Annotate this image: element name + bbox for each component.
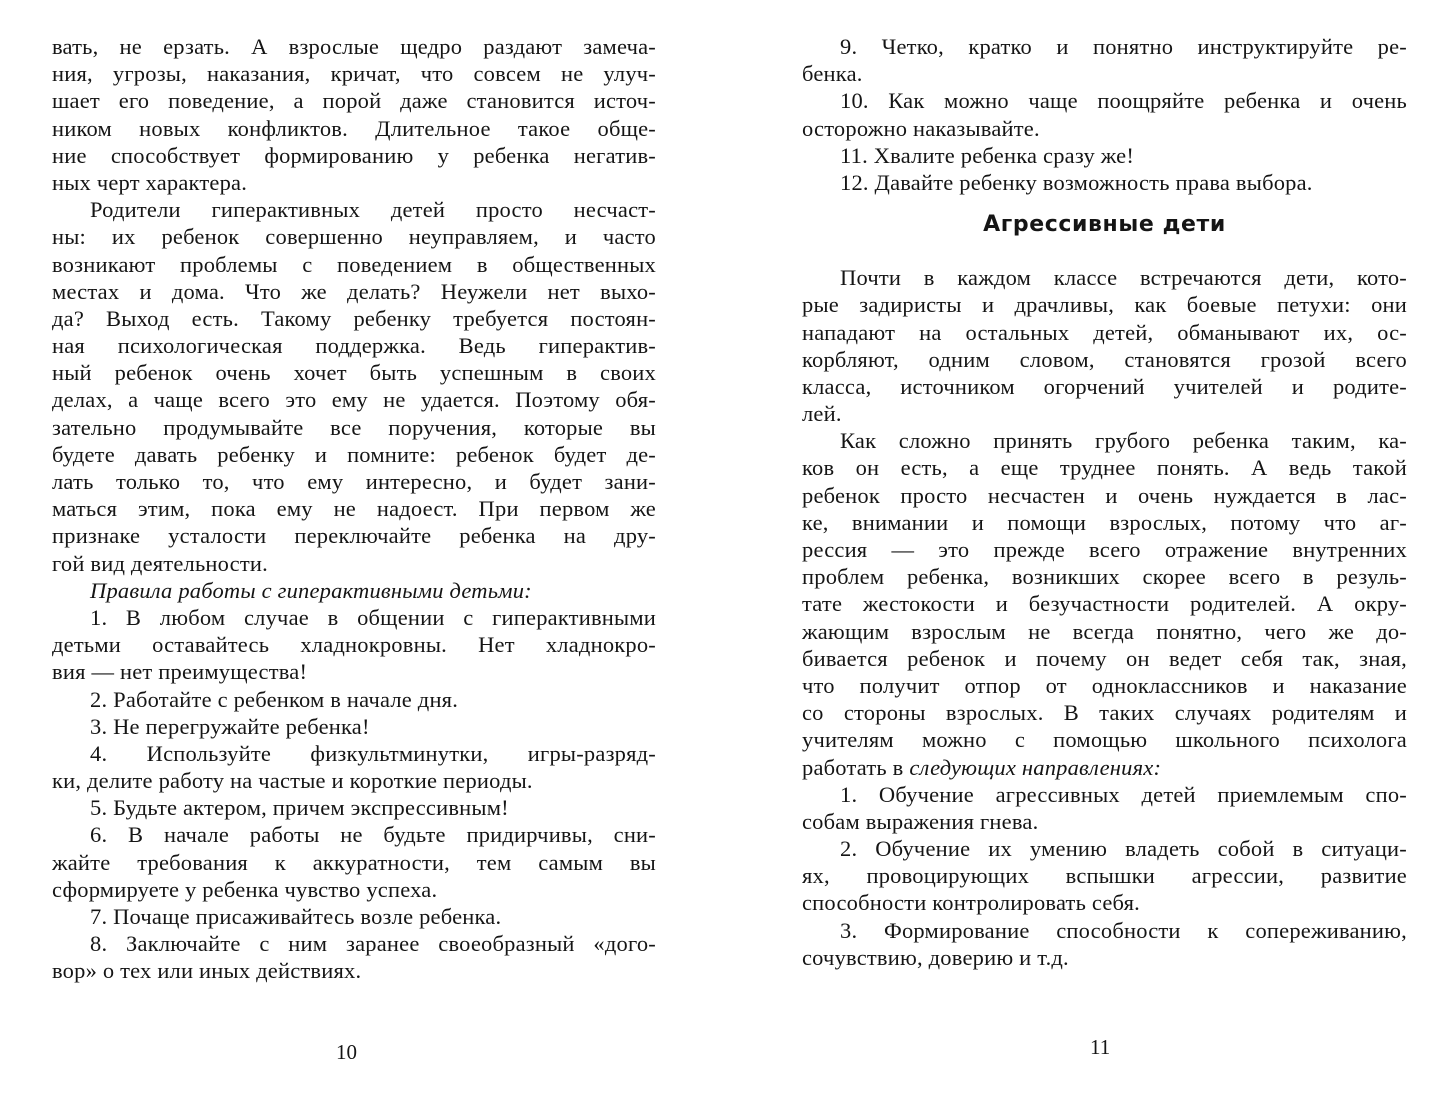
text-line: местах и дома. Что же делать? Неужели нет выхо- xyxy=(52,278,656,304)
text-line: гой вид деятельности. xyxy=(52,550,268,576)
direction-item: 2. Обучение их умению владеть собой в ситуаци- xyxy=(840,836,1407,862)
rule-item: 11. Хвалите ребенка сразу же! xyxy=(840,142,1135,168)
text-line: ная психологическая поддержка. Ведь гиперактив- xyxy=(52,333,656,359)
text-line: Родители гиперактивных детей просто несчаст- xyxy=(90,197,656,223)
page-number: 11 xyxy=(1090,1035,1111,1059)
text-line: ных черт характера. xyxy=(52,169,248,195)
text-line: вор» о тех или иных действиях. xyxy=(52,958,362,984)
text-line: зательно продумывайте все поручения, которые вы xyxy=(52,414,656,440)
text-line: сформируете у ребенка чувство успеха. xyxy=(52,876,438,902)
rule-item: 6. В начале работы не будьте придирчивы, сни- xyxy=(90,822,656,848)
text-line: ребенок просто несчастен и очень нуждается в лас- xyxy=(802,482,1407,508)
text-line: возникают проблемы с поведением в общественных xyxy=(52,251,656,277)
right-text-column xyxy=(802,33,1407,971)
text-line: способности контролировать себя. xyxy=(802,890,1140,916)
text-line: делах, а чаще всего это ему не удается. Поэтому обя- xyxy=(52,387,656,413)
text-line: корбляют, одним словом, становятся грозой всего xyxy=(802,346,1407,372)
text-line: признаке усталости переключайте ребенка на дру- xyxy=(52,523,656,549)
rule-item: 12. Давайте ребенку возможность права выбора. xyxy=(840,169,1313,195)
text-line: ки, делите работу на частые и короткие периоды. xyxy=(52,768,533,794)
text-line: рессия — это прежде всего отражение внутренних xyxy=(802,537,1407,562)
text-line: ях, провоцирующих вспышки агрессии, развитие xyxy=(802,863,1407,889)
text-line: ником новых конфликтов. Длительное такое обще- xyxy=(52,115,656,141)
text-line: класса, источником огорчений учителей и родите- xyxy=(802,373,1407,399)
text-line: рые задиристы и драчливы, как боевые петухи: они xyxy=(802,292,1407,318)
text-line: со стороны взрослых. В таких случаях родителям и xyxy=(802,700,1407,726)
text-fragment: работать в xyxy=(802,754,904,780)
text-line: лей. xyxy=(802,401,842,427)
text-line xyxy=(802,754,1407,781)
text-line: бенка. xyxy=(802,61,863,87)
rule-item: 3. Не перегружайте ребенка! xyxy=(90,713,370,739)
text-line: детьми оставайтесь хладнокровны. Нет хладнокро- xyxy=(52,632,656,658)
direction-item: 1. Обучение агрессивных детей приемлемым спо- xyxy=(840,781,1407,807)
text-line: проблем ребенка, возникших скорее всего в резуль- xyxy=(802,564,1407,590)
text-line: ны: их ребенок совершенно неуправляем, и часто xyxy=(52,224,656,250)
italic-fragment: следующих направлениях: xyxy=(909,754,1162,780)
text-line: ние способствует формированию у ребенка негатив- xyxy=(52,142,656,168)
rule-item: 5. Будьте актером, причем экспрессивным! xyxy=(90,795,509,821)
rule-item: 10. Как можно чаще поощряйте ребенка и очень xyxy=(840,88,1407,114)
text-line: ке, внимании и помощи взрослых, потому что аг- xyxy=(802,509,1407,535)
rule-item: 8. Заключайте с ним заранее своеобразный «дого- xyxy=(90,931,656,957)
text-line: ния, угрозы, наказания, кричат, что совсем не улуч- xyxy=(52,61,656,87)
direction-item: 3. Формирование способности к сопереживанию, xyxy=(840,917,1407,943)
rule-item: 4. Используйте физкультминутки, игры-разряд- xyxy=(90,740,656,766)
page-number: 10 xyxy=(336,1040,357,1064)
text-line: вать, не ерзать. А взрослые щедро раздают замеча- xyxy=(52,34,656,59)
text-line: Почти в каждом классе встречаются дети, кото- xyxy=(840,265,1407,291)
text-line: жайте требования к аккуратности, тем самым вы xyxy=(52,849,656,875)
rule-item: 1. В любом случае в общении с гиперактивными xyxy=(90,604,656,630)
text-line: вия — нет преимущества! xyxy=(52,659,308,685)
text-line: ков он есть, а еще труднее понять. А ведь такой xyxy=(802,455,1407,481)
rule-item: 2. Работайте с ребенком в начале дня. xyxy=(90,686,459,712)
left-text-column xyxy=(52,33,656,985)
text-line: Как сложно принять грубого ребенка таким, ка- xyxy=(840,428,1407,454)
text-line: тате жестокости и безучастности родителей. А окру- xyxy=(802,591,1407,617)
section-heading: Агрессивные дети xyxy=(983,212,1226,238)
rules-subheading: Правила работы с гиперактивными детьми: xyxy=(90,577,532,603)
text-line: осторожно наказывайте. xyxy=(802,115,1040,141)
text-line: будете давать ребенку и помните: ребенок будет де- xyxy=(52,441,656,467)
text-line: шает его поведение, а порой даже становится источ- xyxy=(52,88,656,114)
text-line: учителям можно с помощью школьного психолога xyxy=(802,727,1407,753)
text-line: бивается ребенок и почему он ведет себя так, зная, xyxy=(802,645,1407,671)
text-line: нападают на остальных детей, обманывают их, ос- xyxy=(802,319,1407,345)
text-line: жающим взрослым не всегда понятно, чего же до- xyxy=(802,618,1407,644)
text-line: ный ребенок очень хочет быть успешным в своих xyxy=(52,360,656,386)
text-line: сочувствию, доверию и т.д. xyxy=(802,944,1069,970)
text-line: собам выражения гнева. xyxy=(802,808,1039,834)
text-line: маться этим, пока ему не надоест. При первом же xyxy=(52,496,656,522)
rule-item: 9. Четко, кратко и понятно инструктируйте ре- xyxy=(840,34,1407,59)
text-line: да? Выход есть. Такому ребенку требуется постоян- xyxy=(52,305,656,331)
right-page xyxy=(715,0,1430,1108)
text-line: лать только то, что ему интересно, и будет зани- xyxy=(52,469,656,494)
text-line: что получит отпор от одноклассников и наказание xyxy=(802,672,1407,698)
rule-item: 7. Почаще присаживайтесь возле ребенка. xyxy=(90,904,502,929)
